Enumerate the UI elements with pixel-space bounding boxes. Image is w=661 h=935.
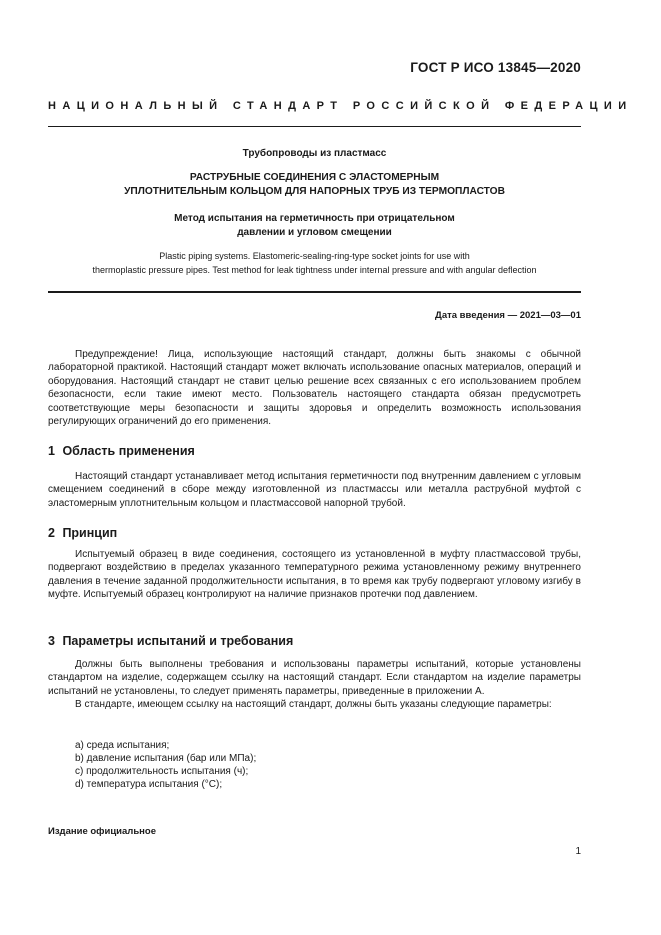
group-title: Трубопроводы из пластмасс <box>242 148 387 159</box>
section-3-text-2: В стандарте, имеющем ссылку на настоящий стандарт, должны быть указаны следующие параметры: <box>75 699 552 711</box>
warning-paragraph <box>48 348 581 428</box>
section-1-heading <box>48 444 199 458</box>
intro-date: Дата введения — 2021—03—01 <box>435 310 581 321</box>
document-id: ГОСТ Р ИСО 13845—2020 <box>410 60 581 75</box>
section-3-body <box>48 658 581 712</box>
method-title-line-2: давлении и угловом смещении <box>237 227 392 238</box>
edition-label: Издание официальное <box>48 826 156 837</box>
list-item: b) давление испытания (бар или МПа); <box>75 753 257 764</box>
section-3-heading <box>48 634 297 648</box>
section-1-number: 1 <box>48 444 55 458</box>
method-title-line-1: Метод испытания на герметичность при отрицательном <box>174 213 455 224</box>
section-1-body <box>48 470 581 510</box>
section-1-text: Настоящий стандарт устанавливает метод испытания герметичности под внутренним давлением с угловым смещением соединений в сборе между изготовленной из пластмассы или металла раструбной муфтой с эластомерным уплотнительным кольцом и пластмассовой напорной трубой. <box>48 471 581 509</box>
list-item: a) среда испытания; <box>75 740 170 751</box>
list-item: d) температура испытания (°С); <box>75 779 223 790</box>
section-2-number: 2 <box>48 526 55 540</box>
english-title-line-2: thermoplastic pressure pipes. Test method for leak tightness under internal pressure and with angular deflection <box>92 264 537 275</box>
section-3-title: Параметры испытаний и требования <box>62 634 294 648</box>
title-block-divider <box>48 291 581 293</box>
section-3-text: Должны быть выполнены требования и использованы параметры испытаний, которые установлены стандартом на изделие, содержащем ссылку на настоящий стандарт. Если стандартом на изделие параметры испытаний не установлены, то следует применять параметры, приведенные в приложении А. <box>48 659 581 697</box>
section-1-title: Область применения <box>62 444 195 458</box>
section-2-heading <box>48 526 121 540</box>
section-2-body <box>48 548 581 602</box>
main-title <box>48 171 581 199</box>
section-2-text: Испытуемый образец в виде соединения, состоящего из установленной в муфту пластмассовой трубы, подвергают воздействию в пределах указанного температурного режима установленному режиму внутреннего давления в течение заданной продолжительности испытания, в то время как трубу подвергают угловому изгибу в муфте. Испытуемый образец контролируют на наличие признаков протечки под давлением. <box>48 549 581 601</box>
main-title-line-1: РАСТРУБНЫЕ СОЕДИНЕНИЯ С ЭЛАСТОМЕРНЫМ <box>189 172 440 183</box>
warning-text: Предупреждение! Лица, использующие настоящий стандарт, должны быть знакомы с обычной лабораторной практикой. Настоящий стандарт может включать использование опасных материалов, операций и оборудования. Настоящий стандарт не ставит целью решение всех связанных с его использованием проблем безопасности, если такие имеют место. Пользователь настоящего стандарта обязан предусмотреть соответствующие меры безопасности и защиты здоровья и определить возможность использования регулирующих ограничений до его применения. <box>48 349 581 428</box>
top-divider <box>48 126 581 127</box>
page-number: 1 <box>575 846 581 857</box>
english-title-line-1: Plastic piping systems. Elastomeric-sealing-ring-type socket joints for use with <box>159 251 470 261</box>
method-title <box>48 212 581 240</box>
section-2-title: Принцип <box>62 526 118 540</box>
section-3-number: 3 <box>48 634 55 648</box>
national-standard-banner: НАЦИОНАЛЬНЫЙ СТАНДАРТ РОССИЙСКОЙ ФЕДЕРАЦИИ <box>48 100 633 112</box>
english-title <box>48 250 581 277</box>
main-title-line-2: УПЛОТНИТЕЛЬНЫМ КОЛЬЦОМ ДЛЯ НАПОРНЫХ ТРУБ ИЗ ТЕРМОПЛАСТОВ <box>124 186 505 197</box>
list-item: c) продолжительность испытания (ч); <box>75 766 249 777</box>
